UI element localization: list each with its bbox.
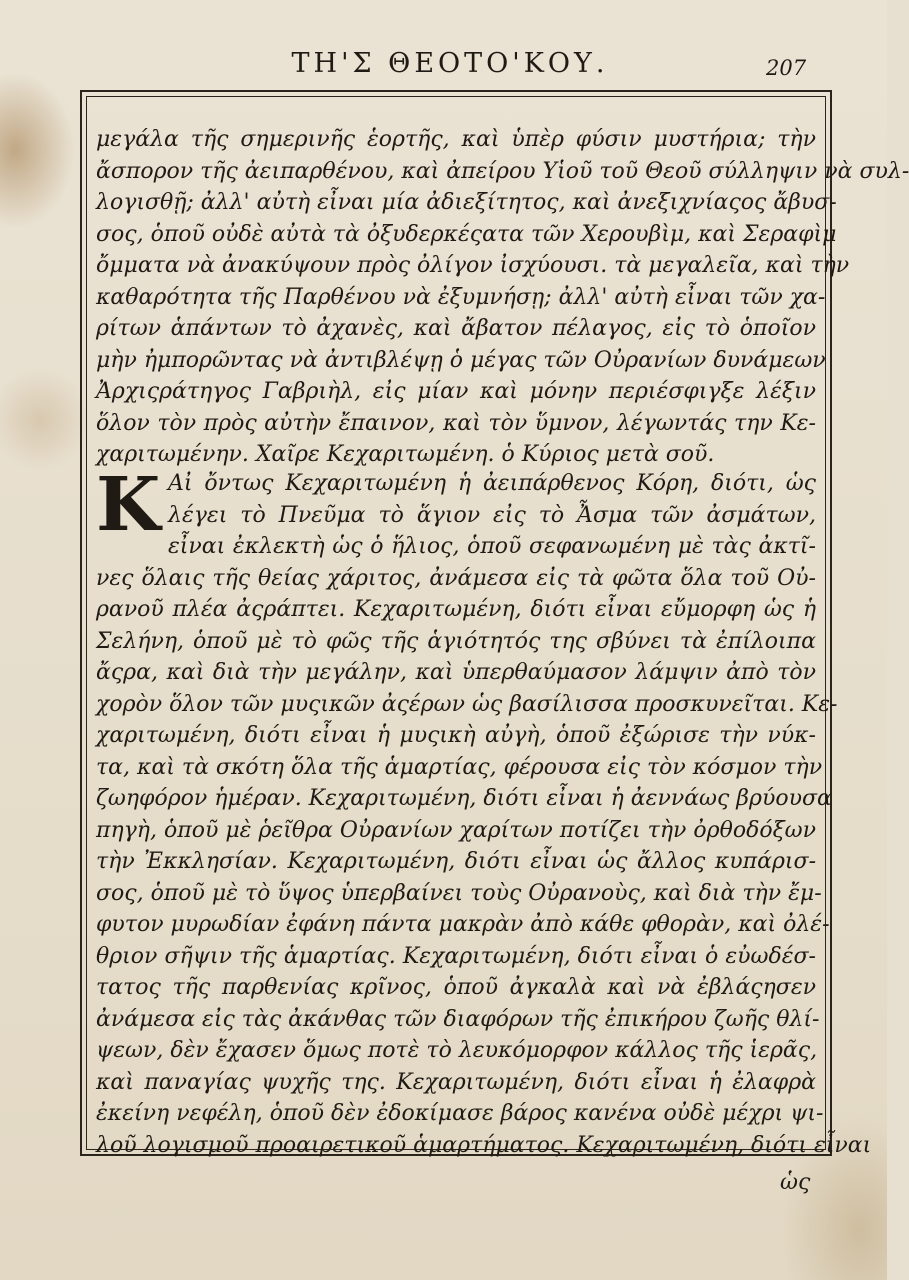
catchword: ὡς (780, 1170, 811, 1195)
text-line: καὶ παναγίας ψυχῆς της. Κεχαριτωμένη, διότι εἶναι ἡ ἐλαφρὰ (96, 1069, 816, 1095)
text-line: ἄσπορον τῆς ἀειπαρθένου, καὶ ἀπείρου Υἱοῦ τοῦ Θεοῦ σύλληψιν νὰ συλ- (96, 158, 909, 184)
text-line: ὄμματα νὰ ἀνακύψουν πρὸς ὀλίγον ἰσχύουσι. τὰ μεγαλεῖα, καὶ τὴν (96, 253, 850, 278)
text-line: μὴν ἠμπορῶντας νὰ ἀντιβλέψῃ ὁ μέγας τῶν Οὐρανίων δυνάμεων (96, 347, 826, 373)
text-line: νες ὅλαις τῆς θείας χάριτος, ἀνάμεσα εἰς τὰ φῶτα ὅλα τοῦ Οὐ- (96, 565, 816, 591)
text-line: λέγει τὸ Πνεῦμα τὸ ἅγιον εἰς τὸ Ἆσμα τῶν ἀσμάτων, (168, 502, 816, 528)
text-line: ζωηφόρον ἡμέραν. Κεχαριτωμένη, διότι εἶναι ἡ ἀεννάως βρύουσα (96, 786, 832, 811)
paragraph-1 (96, 124, 909, 471)
text-line: λοῦ λογισμοῦ προαιρετικοῦ ἁμαρτήματος. Κεχαριτωμένη, διότι εἶναι (96, 1132, 872, 1158)
text-line: μεγάλα τῆς σημερινῆς ἑορτῆς, καὶ ὑπὲρ φύσιν μυστήρια; τὴν (96, 127, 816, 152)
text-line: ἄςρα, καὶ διὰ τὴν μεγάλην, καὶ ὑπερθαύμασον λάμψιν ἀπὸ τὸν (96, 660, 816, 685)
text-line: ρανοῦ πλέα ἀςράπτει. Κεχαριτωμένη, διότι εἶναι εὔμορφη ὡς ἡ (96, 597, 816, 622)
text-line: σος, ὁποῦ οὐδὲ αὐτὰ τὰ ὀξυδερκέςατα τῶν Χερουβὶμ, καὶ Σεραφὶμ (96, 221, 837, 247)
text-line: χαριτωμένην. Χαῖρε Κεχαριτωμένη. ὁ Κύριος μετὰ σοῦ. (96, 442, 715, 467)
text-line: Αἰ ὄντως Κεχαριτωμένη ἡ ἀειπάρθενος Κόρη, διότι, ὡς (168, 471, 816, 496)
text-line: ψεων, δὲν ἔχασεν ὅμως ποτὲ τὸ λευκόμορφον κάλλος τῆς ἱερᾶς, (96, 1038, 818, 1063)
text-line: χορὸν ὅλον τῶν μυςικῶν ἀςέρων ὡς βασίλισσα προσκυνεῖται. Κε- (96, 691, 838, 717)
text-line: τα, καὶ τὰ σκότη ὅλα τῆς ἁμαρτίας, φέρουσα εἰς τὸν κόσμον τὴν (96, 754, 823, 780)
text-line: τατος τῆς παρθενίας κρῖνος, ὁποῦ ἀγκαλὰ καὶ νὰ ἐβλάςησεν (96, 975, 816, 1000)
page-number: 207 (766, 56, 807, 80)
paragraph-2 (96, 462, 872, 1161)
running-header: ΤΗ'Σ ΘΕΟΤΟ'ΚΟΥ. (291, 48, 609, 79)
text-line: σος, ὁποῦ μὲ τὸ ὕψος ὑπερβαίνει τοὺς Οὐρανοὺς, καὶ διὰ τὴν ἔμ- (96, 880, 822, 906)
text-line: λογισθῇ; ἀλλ' αὐτὴ εἶναι μία ἀδιεξίτητος, καὶ ἀνεξιχνίαςος ἄβυσ- (96, 190, 837, 215)
text-line: Σελήνη, ὁποῦ μὲ τὸ φῶς τῆς ἁγιότητός της σβύνει τὰ ἐπίλοιπα (96, 628, 816, 654)
text-line: Ἀρχιςράτηγος Γαβριὴλ, εἰς μίαν καὶ μόνην περιέσφιγξε λέξιν (96, 379, 816, 404)
text-line: ἀνάμεσα εἰς τὰς ἀκάνθας τῶν διαφόρων τῆς ἐπικήρου ζωῆς θλί- (96, 1006, 820, 1032)
text-line: ὅλον τὸν πρὸς αὐτὴν ἔπαινον, καὶ τὸν ὕμνον, λέγωντάς την Κε- (96, 410, 816, 436)
text-line: θριον σῆψιν τῆς ἁμαρτίας. Κεχαριτωμένη, διότι εἶναι ὁ εὐωδέσ- (96, 943, 816, 969)
text-line: πηγὴ, ὁποῦ μὲ ῥεῖθρα Οὐρανίων χαρίτων ποτίζει τὴν ὀρθοδόξων (96, 817, 816, 843)
text-line: εἶναι ἐκλεκτὴ ὡς ὁ ἥλιος, ὁποῦ σεφανωμένη μὲ τὰς ἀκτῖ- (168, 534, 816, 559)
text-line: χαριτωμένη, διότι εἶναι ἡ μυςικὴ αὐγὴ, ὁποῦ ἐξώρισε τὴν νύκ- (96, 723, 816, 748)
text-line: τὴν Ἐκκλησίαν. Κεχαριτωμένη, διότι εἶναι ὡς ἄλλος κυπάρισ- (96, 849, 816, 874)
drop-cap-initial: K (96, 462, 161, 548)
text-line: ρίτων ἁπάντων τὸ ἀχανὲς, καὶ ἄβατον πέλαγος, εἰς τὸ ὁποῖον (96, 316, 816, 341)
text-line: φυτον μυρωδίαν ἐφάνη πάντα μακρὰν ἀπὸ κάθε φθορὰν, καὶ ὀλέ- (96, 912, 830, 937)
text-line: ἐκείνη νεφέλη, ὁποῦ δὲν ἐδοκίμασε βάρος κανένα οὐδὲ μέχρι ψι- (96, 1101, 824, 1126)
text-line: καθαρότητα τῆς Παρθένου νὰ ἐξυμνήσῃ; ἀλλ' αὐτὴ εἶναι τῶν χα- (96, 284, 826, 310)
